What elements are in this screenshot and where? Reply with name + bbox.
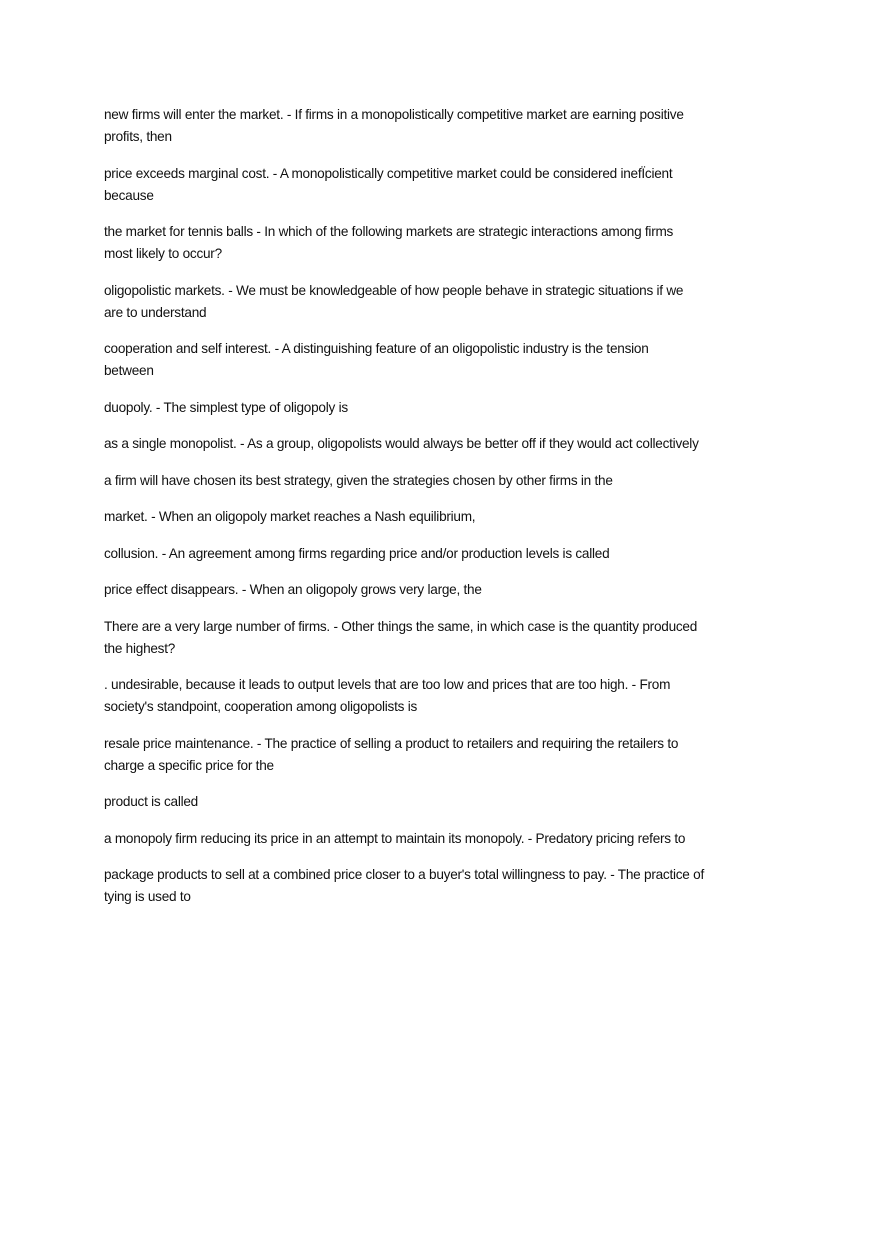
paragraph bbox=[104, 104, 794, 148]
document-page bbox=[104, 104, 794, 923]
text-line: the market for tennis balls - In which of the following markets are strategic interactions among firms bbox=[104, 224, 674, 239]
paragraph bbox=[104, 280, 794, 324]
paragraph bbox=[104, 791, 794, 813]
paragraph bbox=[104, 828, 794, 850]
text-line: between bbox=[104, 363, 154, 378]
text-line: a firm will have chosen its best strategy, given the strategies chosen by other firms in the bbox=[104, 472, 613, 488]
text-line: collusion. - An agreement among firms regarding price and/or production levels is called bbox=[104, 545, 610, 561]
text-line: as a single monopolist. - As a group, oligopolists would always be better off if they would act collectively bbox=[104, 436, 699, 451]
text-line: resale price maintenance. - The practice of selling a product to retailers and requiring the retailers to bbox=[104, 735, 679, 751]
text-line: product is called bbox=[104, 794, 198, 809]
text-line: package products to sell at a combined price closer to a buyer's total willingness to pay. - The practice of bbox=[104, 867, 704, 882]
paragraph bbox=[104, 470, 794, 492]
text-line: . undesirable, because it leads to output levels that are too low and prices that are too high. - From bbox=[104, 677, 671, 692]
paragraph bbox=[104, 221, 794, 265]
text-line: price exceeds marginal cost. - A monopolistically competitive market could be considered inefÏcient bbox=[104, 165, 673, 181]
paragraph bbox=[104, 433, 794, 455]
paragraph bbox=[104, 506, 794, 528]
text-line: tying is used to bbox=[104, 889, 191, 904]
text-line: price effect disappears. - When an oligopoly grows very large, the bbox=[104, 582, 482, 597]
paragraph bbox=[104, 338, 794, 382]
text-line: new firms will enter the market. - If firms in a monopolistically competitive market are earning positive bbox=[104, 107, 684, 122]
text-line: profits, then bbox=[104, 129, 172, 144]
paragraph bbox=[104, 163, 794, 207]
text-line: cooperation and self interest. - A distinguishing feature of an oligopolistic industry is the tension bbox=[104, 341, 649, 356]
text-line: There are a very large number of firms. - Other things the same, in which case is the quantity produced bbox=[104, 618, 698, 634]
text-line: are to understand bbox=[104, 304, 207, 320]
paragraph bbox=[104, 397, 794, 419]
text-line: market. - When an oligopoly market reaches a Nash equilibrium, bbox=[104, 509, 476, 524]
text-line: the highest? bbox=[104, 640, 176, 656]
paragraph bbox=[104, 543, 794, 565]
paragraph bbox=[104, 579, 794, 601]
text-line: duopoly. - The simplest type of oligopoly is bbox=[104, 399, 348, 415]
text-line: most likely to occur? bbox=[104, 246, 222, 261]
text-line: because bbox=[104, 187, 154, 203]
paragraph bbox=[104, 674, 794, 718]
text-line: oligopolistic markets. - We must be knowledgeable of how people behave in strategic situations if we bbox=[104, 282, 684, 298]
text-line: charge a specific price for the bbox=[104, 757, 274, 773]
paragraph bbox=[104, 733, 794, 777]
paragraph bbox=[104, 616, 794, 660]
text-line: society's standpoint, cooperation among oligopolists is bbox=[104, 699, 418, 714]
paragraph bbox=[104, 864, 794, 908]
text-line: a monopoly firm reducing its price in an attempt to maintain its monopoly. - Predatory pricing refers to bbox=[104, 830, 686, 846]
